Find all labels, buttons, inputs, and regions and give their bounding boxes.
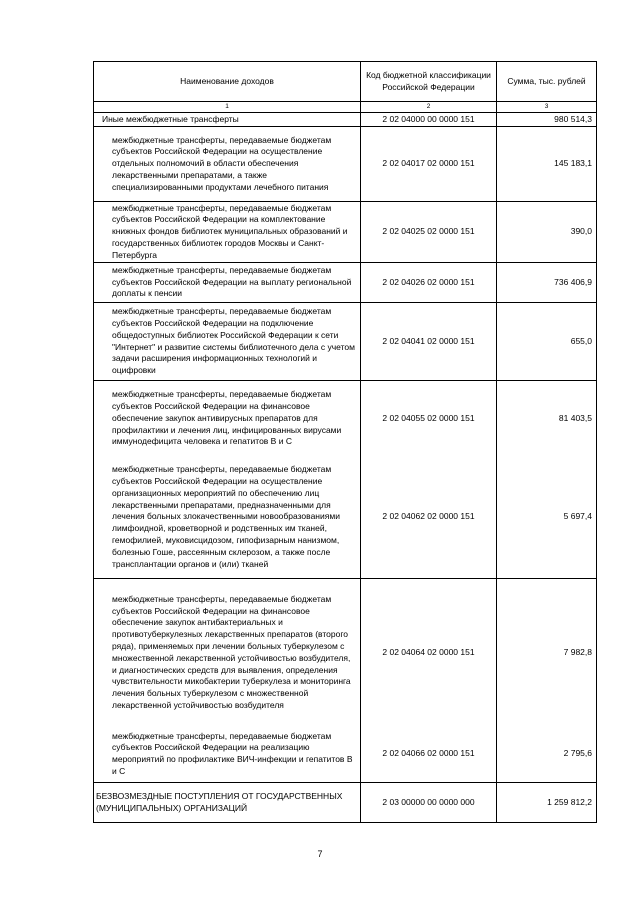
row-sum: 7 982,8 [497, 579, 597, 727]
row-code: 2 03 00000 00 0000 000 [361, 783, 497, 823]
row-code: 2 02 04017 02 0000 151 [361, 127, 497, 202]
table-row [94, 202, 597, 263]
row-name: межбюджетные трансферты, передаваемые бюджетам субъектов Российской Федерации на выплату региональной доплаты к пенсии [94, 263, 361, 303]
table-row [94, 127, 597, 202]
table-row [94, 381, 597, 457]
table-row [94, 113, 597, 127]
row-sum: 980 514,3 [497, 113, 597, 127]
row-name: межбюджетные трансферты, передаваемые бюджетам субъектов Российской Федерации на финансовое обеспечение закупок антибактериальных и противотуберкулезных лекарственных препаратов (второго ряда), применяемых при лечении больных туберкулезом с множественной лекарственной устойчивостью возбудителя, и диагностических средств для выявления, определения чувствительности микобактерии туберкулеза и мониторинга лечения больных туберкулезом с множественной лекарственной устойчивостью возбудителя [94, 579, 361, 727]
row-sum: 655,0 [497, 303, 597, 381]
header-sum: Сумма, тыс. рублей [497, 62, 597, 102]
column-number-row [94, 102, 597, 113]
row-sum: 736 406,9 [497, 263, 597, 303]
table-row [94, 783, 597, 823]
row-code: 2 02 04066 02 0000 151 [361, 727, 497, 783]
row-sum: 81 403,5 [497, 381, 597, 457]
row-code: 2 02 04041 02 0000 151 [361, 303, 497, 381]
column-number-3: 3 [497, 102, 597, 113]
row-name: БЕЗВОЗМЕЗДНЫЕ ПОСТУПЛЕНИЯ ОТ ГОСУДАРСТВЕННЫХ (МУНИЦИПАЛЬНЫХ) ОРГАНИЗАЦИЙ [94, 783, 361, 823]
header-name: Наименование доходов [94, 62, 361, 102]
row-sum: 390,0 [497, 202, 597, 263]
column-number-2: 2 [361, 102, 497, 113]
page-number: 7 [317, 849, 323, 859]
table-row [94, 579, 597, 727]
row-code: 2 02 04026 02 0000 151 [361, 263, 497, 303]
table-row [94, 457, 597, 579]
row-name: межбюджетные трансферты, передаваемые бюджетам субъектов Российской Федерации на осуществление отдельных полномочий в области обеспечения лекарственными препаратами, а также специализированными продуктами лечебного питания [94, 127, 361, 202]
row-code: 2 02 04055 02 0000 151 [361, 381, 497, 457]
row-name: межбюджетные трансферты, передаваемые бюджетам субъектов Российской Федерации на финансовое обеспечение закупок антивирусных препаратов для профилактики и лечения лиц, инфицированных вирусами иммунодефицита человека и гепатитов В и С [94, 381, 361, 457]
row-code: 2 02 04000 00 0000 151 [361, 113, 497, 127]
row-name: межбюджетные трансферты, передаваемые бюджетам субъектов Российской Федерации на реализацию мероприятий по профилактике ВИЧ-инфекции и гепатитов В и С [94, 727, 361, 783]
column-number-1: 1 [94, 102, 361, 113]
table-header-row [94, 62, 597, 102]
row-name: межбюджетные трансферты, передаваемые бюджетам субъектов Российской Федерации на комплектование книжных фондов библиотек муниципальных образований и государственных библиотек городов Москвы и Санкт-Петербурга [94, 202, 361, 263]
table-row [94, 727, 597, 783]
row-sum: 1 259 812,2 [497, 783, 597, 823]
table-row [94, 263, 597, 303]
row-code: 2 02 04062 02 0000 151 [361, 457, 497, 579]
row-sum: 145 183,1 [497, 127, 597, 202]
table-row [94, 303, 597, 381]
revenue-table [93, 61, 597, 823]
row-sum: 2 795,6 [497, 727, 597, 783]
row-name: Иные межбюджетные трансферты [94, 113, 361, 127]
row-sum: 5 697,4 [497, 457, 597, 579]
row-code: 2 02 04025 02 0000 151 [361, 202, 497, 263]
header-code: Код бюджетной классификации Российской Федерации [361, 62, 497, 102]
row-name: межбюджетные трансферты, передаваемые бюджетам субъектов Российской Федерации на осуществление организационных мероприятий по обеспечению лиц лекарственными препаратами, предназначенными для лечения больных злокачественными новообразованиями лимфоидной, кроветворной и родственных им тканей, гемофилией, муковисцидозом, гипофизарным нанизмом, болезнью Гоше, рассеянным склерозом, а также после трансплантации органов и (или) тканей [94, 457, 361, 579]
row-code: 2 02 04064 02 0000 151 [361, 579, 497, 727]
row-name: межбюджетные трансферты, передаваемые бюджетам субъектов Российской Федерации на подключение общедоступных библиотек Российской Федерации к сети "Интернет" и развитие системы библиотечного дела с учетом задачи расширения информационных технологий и оцифровки [94, 303, 361, 381]
